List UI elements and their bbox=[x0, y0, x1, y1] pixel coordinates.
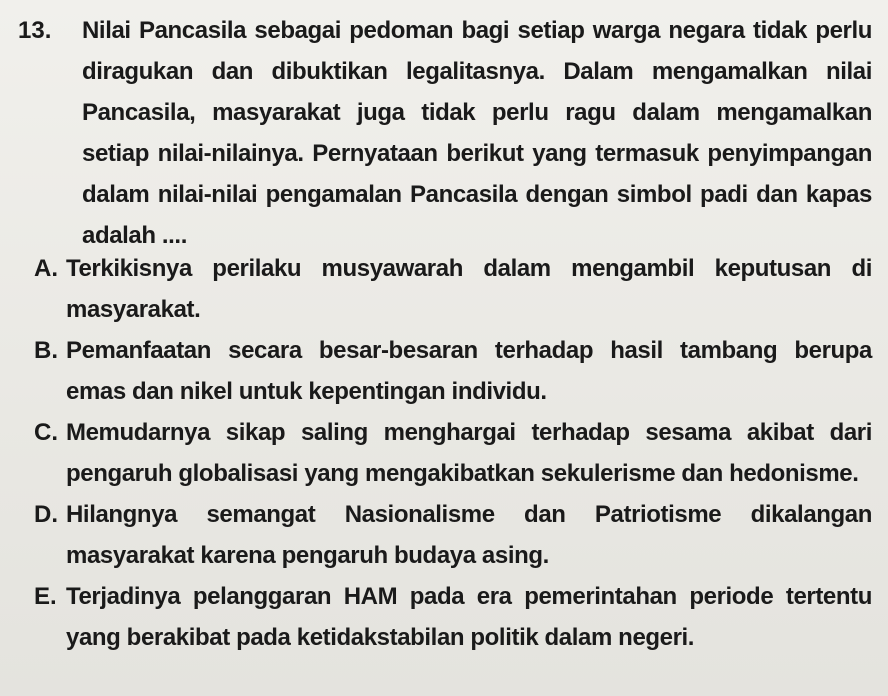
option-text: Pemanfaatan secara besar-besaran terhadap hasil tambang berupa emas dan nikel untuk kepentingan individu. bbox=[66, 337, 872, 405]
question-block bbox=[18, 10, 876, 256]
option-text: Hilangnya semangat Nasionalisme dan Patriotisme dikalangan masyarakat karena pengaruh budaya asing. bbox=[66, 501, 872, 569]
question-text: Nilai Pancasila sebagai pedoman bagi setiap warga negara tidak perlu diragukan dan dibuktikan legalitasnya. Dalam mengamalkan nilai Pancasila, masyarakat juga tidak perlu ragu dalam mengamalkan setiap nilai-nilainya. Pernyataan berikut yang termasuk penyimpangan dalam nilai-nilai pengamalan Pancasila dengan simbol padi dan kapas adalah .... bbox=[82, 17, 872, 249]
option-letter: A. bbox=[34, 255, 58, 282]
option-text: Terkikisnya perilaku musyawarah dalam mengambil keputusan di masyarakat. bbox=[66, 255, 872, 323]
option-text: Memudarnya sikap saling menghargai terhadap sesama akibat dari pengaruh globalisasi yang mengakibatkan sekulerisme dan hedonisme. bbox=[66, 419, 872, 487]
option-text: Terjadinya pelanggaran HAM pada era pemerintahan periode tertentu yang berakibat pada ketidakstabilan politik dalam negeri. bbox=[66, 583, 872, 651]
option-e[interactable] bbox=[34, 576, 872, 658]
option-letter: D. bbox=[34, 501, 58, 528]
option-letter: E. bbox=[34, 583, 57, 610]
option-letter: C. bbox=[34, 419, 58, 446]
option-b[interactable] bbox=[34, 330, 872, 412]
option-a[interactable] bbox=[34, 248, 872, 330]
question-number: 13. bbox=[18, 17, 52, 44]
answer-options bbox=[34, 248, 872, 658]
option-c[interactable] bbox=[34, 412, 872, 494]
option-d[interactable] bbox=[34, 494, 872, 576]
option-letter: B. bbox=[34, 337, 58, 364]
